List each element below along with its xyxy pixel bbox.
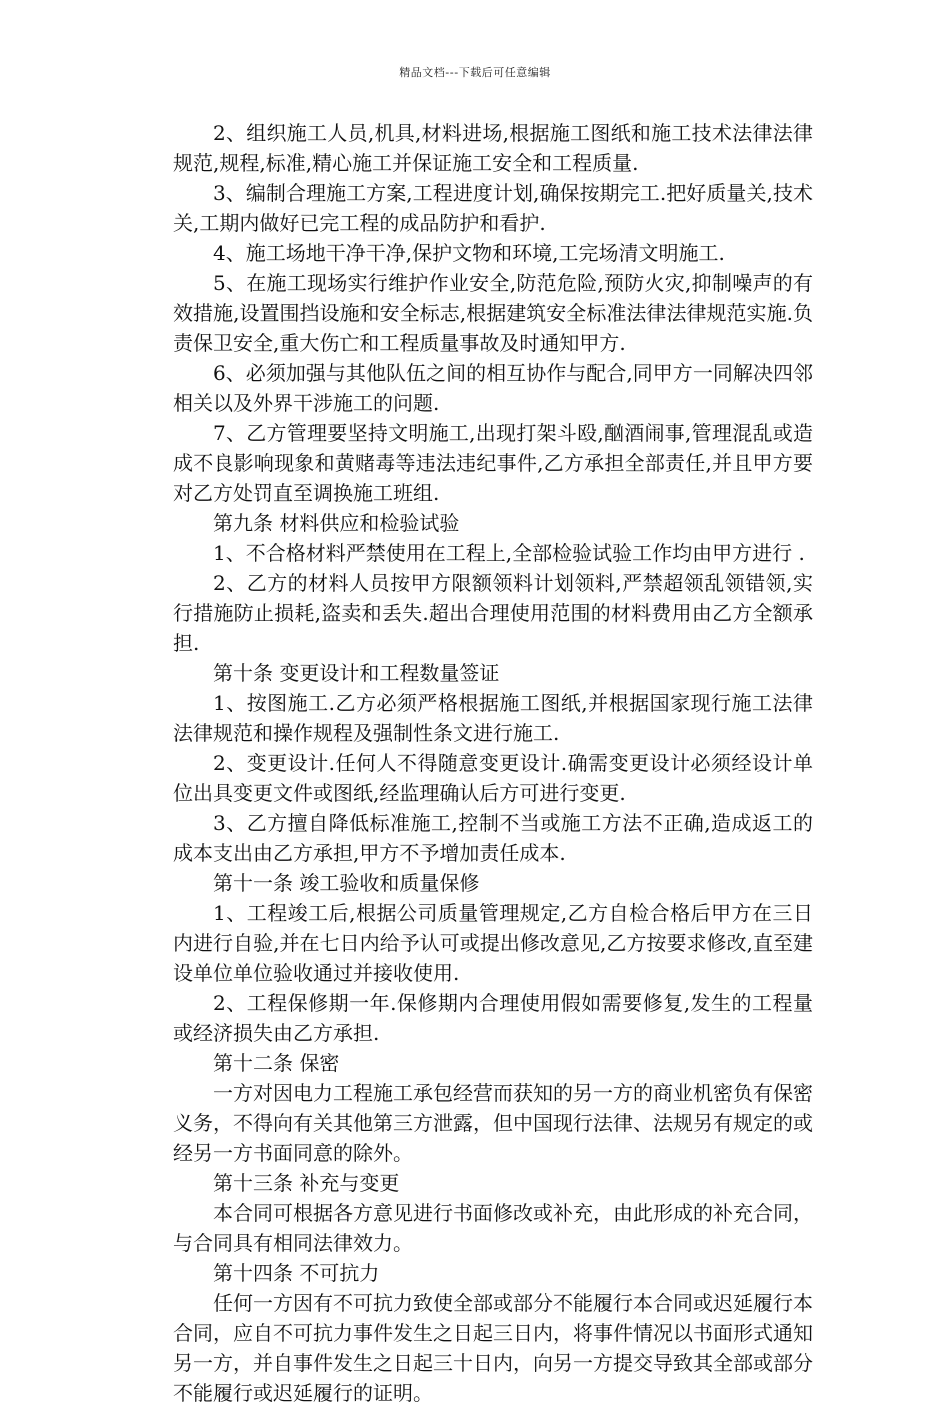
article-heading-9: 第九条 材料供应和检验试验 bbox=[213, 511, 460, 535]
document-body bbox=[173, 118, 813, 1408]
page-header: 精品文档---下载后可任意编辑 bbox=[399, 66, 551, 79]
clause-item-4: 4、施工场地干净干净,保护文物和环境,工完场清文明施工. bbox=[213, 241, 725, 265]
clause-item-10-3: 3、乙方擅自降低标准施工,控制不当或施工方法不正确,造成返工的成本支出由乙方承担,甲方不予增加责任成本. bbox=[173, 811, 813, 865]
article-body-14: 任何一方因有不可抗力致使全部或部分不能履行本合同或迟延履行本合同，应自不可抗力事件发生之日起三日内，将事件情况以书面形式通知另一方，并自事件发生之日起三十日内，向另一方提交导致其全部或部分不能履行或迟延履行的证明。 bbox=[173, 1291, 813, 1405]
clause-item-11-1: 1、工程竣工后,根据公司质量管理规定,乙方自检合格后甲方在三日内进行自验,并在七日内给予认可或提出修改意见,乙方按要求修改,直至建设单位单位验收通过并接收使用. bbox=[173, 901, 813, 985]
clause-item-7: 7、乙方管理要坚持文明施工,出现打架斗殴,酗酒闹事,管理混乱或造成不良影响现象和黄赌毒等违法违纪事件,乙方承担全部责任,并且甲方要对乙方处罚直至调换施工班组. bbox=[173, 421, 813, 505]
clause-item-5: 5、在施工现场实行维护作业安全,防范危险,预防火灾,抑制噪声的有效措施,设置围挡设施和安全标志,根据建筑安全标准法律法律规范实施.负责保卫安全,重大伤亡和工程质量事故及时通知甲方. bbox=[173, 271, 813, 355]
article-heading-13: 第十三条 补充与变更 bbox=[213, 1171, 400, 1195]
clause-item-9-1: 1、不合格材料严禁使用在工程上,全部检验试验工作均由甲方进行 . bbox=[213, 541, 805, 565]
clause-item-2: 2、组织施工人员,机具,材料进场,根据施工图纸和施工技术法律法律规范,规程,标准,精心施工并保证施工安全和工程质量. bbox=[173, 121, 813, 175]
clause-item-10-2: 2、变更设计.任何人不得随意变更设计.确需变更设计必须经设计单位出具变更文件或图纸,经监理确认后方可进行变更. bbox=[173, 751, 813, 805]
clause-item-11-2: 2、工程保修期一年.保修期内合理使用假如需要修复,发生的工程量或经济损失由乙方承担. bbox=[173, 991, 813, 1045]
article-heading-14: 第十四条 不可抗力 bbox=[213, 1261, 380, 1285]
article-body-13: 本合同可根据各方意见进行书面修改或补充，由此形成的补充合同，与合同具有相同法律效力。 bbox=[173, 1201, 813, 1255]
article-heading-10: 第十条 变更设计和工程数量签证 bbox=[213, 661, 500, 685]
article-body-12: 一方对因电力工程施工承包经营而获知的另一方的商业机密负有保密义务，不得向有关其他第三方泄露，但中国现行法律、法规另有规定的或经另一方书面同意的除外。 bbox=[173, 1081, 813, 1165]
clause-item-6: 6、必须加强与其他队伍之间的相互协作与配合,同甲方一同解决四邻相关以及外界干涉施工的问题. bbox=[173, 361, 813, 415]
clause-item-10-1: 1、按图施工.乙方必须严格根据施工图纸,并根据国家现行施工法律法律规范和操作规程及强制性条文进行施工. bbox=[173, 691, 813, 745]
article-heading-11: 第十一条 竣工验收和质量保修 bbox=[213, 871, 480, 895]
clause-item-9-2: 2、乙方的材料人员按甲方限额领料计划领料,严禁超领乱领错领,实行措施防止损耗,盗卖和丢失.超出合理使用范围的材料费用由乙方全额承担. bbox=[173, 571, 813, 655]
article-heading-12: 第十二条 保密 bbox=[213, 1051, 340, 1075]
clause-item-3: 3、编制合理施工方案,工程进度计划,确保按期完工.把好质量关,技术关,工期内做好已完工程的成品防护和看护. bbox=[173, 181, 813, 235]
